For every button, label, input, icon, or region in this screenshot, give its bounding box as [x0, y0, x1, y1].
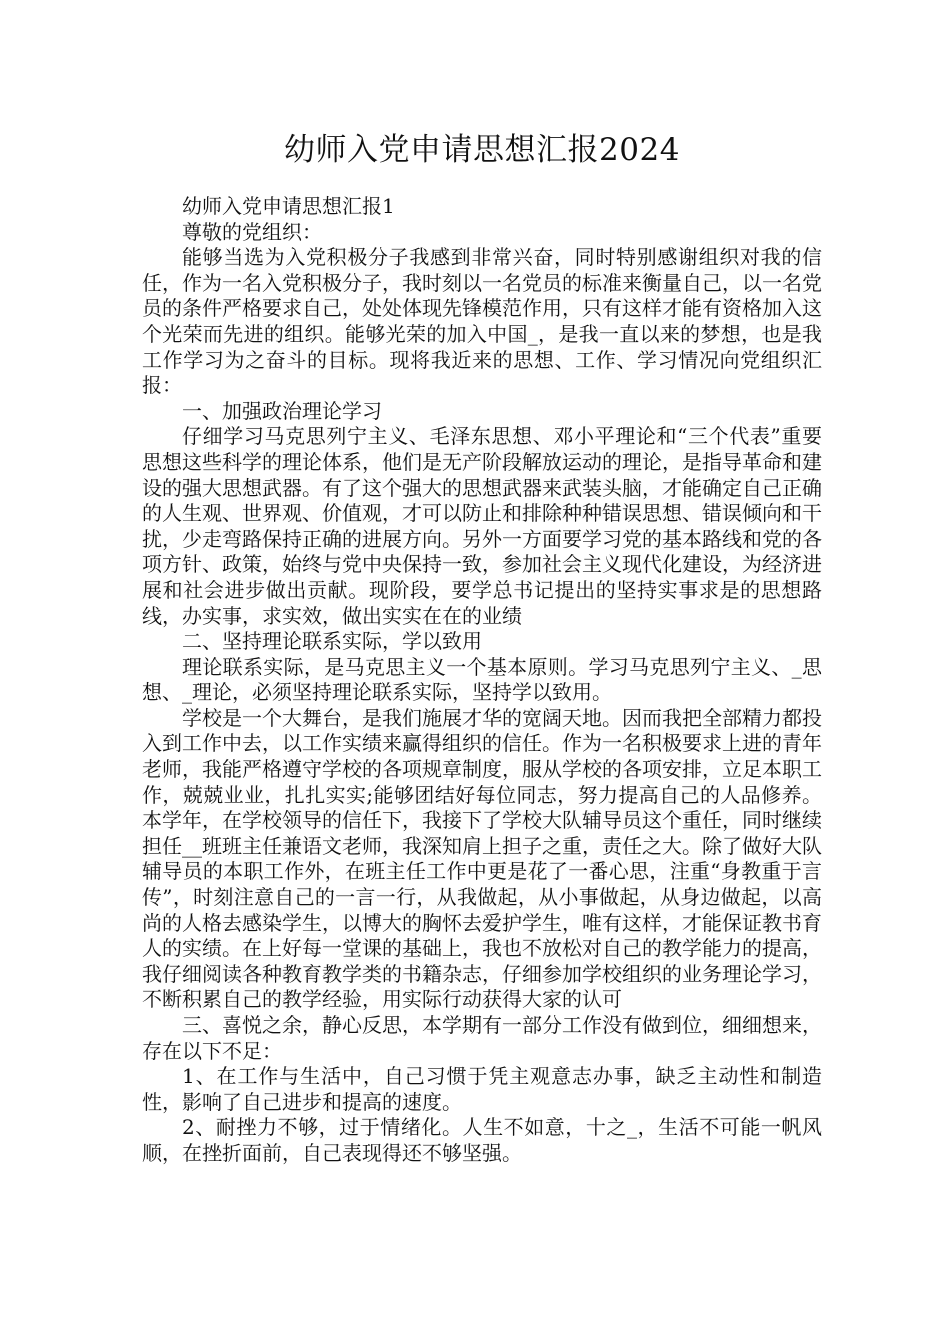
- paragraph-shortcoming-2: 2、耐挫力不够，过于情绪化。人生不如意，十之_，生活不可能一帆风顺，在挫折面前，自己表现得还不够坚强。: [142, 1115, 822, 1165]
- paragraph-salutation: 尊敬的党组织：: [182, 219, 322, 244]
- section-heading-1: 一、加强政治理论学习: [182, 398, 382, 423]
- document-title: 幼师入党申请思想汇报2024: [284, 132, 680, 168]
- document-page: [142, 128, 822, 1167]
- section-heading-3: 三、喜悦之余，静心反思，本学期有一部分工作没有做到位，细细想来，存在以下不足：: [142, 1013, 822, 1063]
- paragraph-school-work: 学校是一个大舞台，是我们施展才华的宽阔天地。因而我把全部精力都投入到工作中去，以工作实绩来赢得组织的信任。作为一名积极要求上进的青年老师，我能严格遵守学校的各项规章制度，服从学校的各项安排，立足本职工作，兢兢业业，扎扎实实;能够团结好每位同志，努力提高自己的人品修养。本学年，在学校领导的信任下，我接下了学校大队辅导员这个重任，同时继续担任__班班主任兼语文老师，我深知肩上担子之重，责任之大。除了做好大队辅导员的本职工作外，在班主任工作中更是花了一番心思，注重“身教重于言传”，时刻注意自己的一言一行，从我做起，从小事做起，从身边做起，以高尚的人格去感染学生，以博大的胸怀去爱护学生，唯有这样，才能保证教书育人的实绩。在上好每一堂课的基础上，我也不放松对自己的教学能力的提高，我仔细阅读各种教育教学类的书籍杂志，仔细参加学校组织的业务理论学习，不断积累自己的教学经验，用实际行动获得大家的认可: [142, 705, 822, 1012]
- paragraph-theory-practice: 理论联系实际，是马克思主义一个基本原则。学习马克思列宁主义、_思想、_理论，必须坚持理论联系实际，坚持学以致用。: [142, 654, 822, 705]
- paragraph-theory-study: 仔细学习马克思列宁主义、毛泽东思想、邓小平理论和“三个代表”重要思想这些科学的理论体系，他们是无产阶段解放运动的理论，是指导革命和建设的强大思想武器。有了这个强大的思想武器来武装头脑，才能确定自己正确的人生观、世界观、价值观，才可以防止和排除种种错误思想、错误倾向和干扰，少走弯路保持正确的进展方向。另外一方面要学习党的基本路线和党的各项方针、政策，始终与党中央保持一致，参加社会主义现代化建设，为经济进展和社会进步做出贡献。现阶段，要学总书记提出的坚持实事求是的思想路线，办实事，求实效，做出实实在在的业绩: [142, 424, 822, 628]
- paragraph-intro: 能够当选为入党积极分子我感到非常兴奋，同时特别感谢组织对我的信任，作为一名入党积极分子，我时刻以一名党员的标准来衡量自己，以一名党员的条件严格要求自己，处处体现先锋模范作用，只有这样才能有资格加入这个光荣而先进的组织。能够光荣的加入中国_，是我一直以来的梦想，也是我工作学习为之奋斗的目标。现将我近来的思想、工作、学习情况向党组织汇报：: [142, 245, 822, 398]
- paragraph-subtitle: 幼师入党申请思想汇报1: [182, 194, 395, 218]
- paragraph-shortcoming-1: 1、在工作与生活中，自己习惯于凭主观意志办事，缺乏主动性和制造性，影响了自己进步和提高的速度。: [142, 1064, 822, 1114]
- section-heading-2: 二、坚持理论联系实际，学以致用: [182, 629, 482, 654]
